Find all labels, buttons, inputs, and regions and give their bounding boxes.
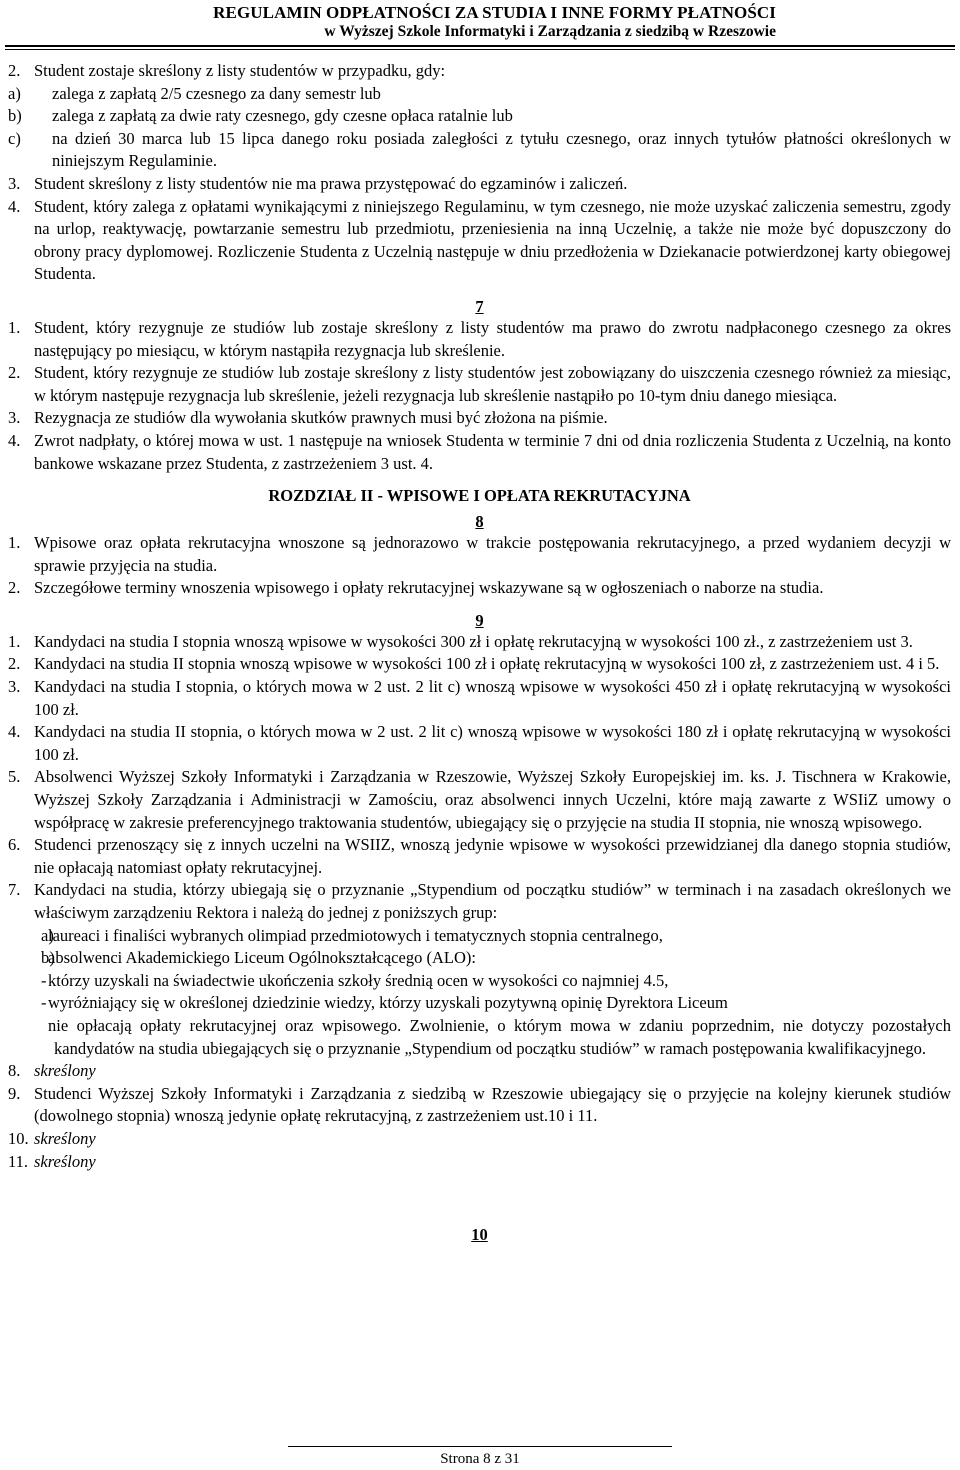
paragraph: 11. skreślony [8,1151,96,1171]
list-item: b) absolwenci Akademickiego Liceum Ogólnokształcącego (ALO): [8,948,476,968]
paragraph: 2. Szczegółowe terminy wnoszenia wpisowego i opłaty rekrutacyjnej wskazywane są w ogłoszeniach o naborze na studia. [8,578,824,598]
paragraph: 7. Kandydaci na studia, którzy ubiegają się o przyznanie „Stypendium od początku studiów” w terminach i na zasadach określonych we właściwym zarządzeniu Rektora i należą do jednej z poniższych grup: [8,880,951,922]
section-title: 8 [475,512,484,532]
paragraph: 3. Kandydaci na studia I stopnia, o których mowa w 2 ust. 2 lit c) wnoszą wpisowe w wysokości 450 zł i opłatę rekrutacyjną w wysokości 100 zł. [8,677,951,719]
list-item: a) zalega z zapłatą 2/5 czesnego za dany semestr lub [8,83,381,103]
paragraph: 4. Zwrot nadpłaty, o której mowa w ust. 1 następuje na wniosek Studenta w terminie 7 dni od dnia rozliczenia Studenta z Uczelnią, na konto bankowe wskazane przez Studenta, z zastrzeżeniem 3 ust. 4. [8,430,951,473]
paragraph: 4. Student, który zalega z opłatami wynikającymi z niniejszego Regulaminu, w tym czesnego, nie może uzyskać zaliczenia semestru, zgody na urlop, reaktywację, powtarzanie semestru lub przedmiotu, przeniesienia na inną Uczelnię, a także nie może być dopuszczony do obrony pracy dyplomowej. Rozliczenie Studenta z Uczelnią następuje w dniu przedłożenia w Dziekanacie potwierdzonej karty obiegowej Studenta. [8,196,951,284]
paragraph: 9. Studenci Wyższej Szkoły Informatyki i Zarządzania z siedzibą w Rzeszowie ubiegający się o przyjęcie na kolejny kierunek studiów (dowolnego stopnia) wnoszą jedynie opłatę rekrutacyjną, z zastrzeżeniem ust.10 i 11. [8,1083,951,1126]
paragraph: 2. Student zostaje skreślony z listy studentów w przypadku, gdy: [8,61,446,80]
page-number: Strona 8 z 31 [440,1451,520,1467]
list-item: a) laureaci i finaliści wybranych olimpiad przedmiotowych i tematycznych stopnia centralnego, [8,925,663,945]
paragraph-continuation: nie opłacają opłaty rekrutacyjnej oraz wpisowego. Zwolnienie, o którym mowa w zdaniu poprzednim, nie dotyczy pozostałych kandydatów na studia ubiegających się o przyznanie „Stypendium od początku studiów” w ramach postępowania kwalifikacyjnego. [48,1015,951,1058]
section-title: 10 [471,1225,488,1245]
header-title: REGULAMIN ODPŁATNOŚCI ZA STUDIA I INNE FORMY PŁATNOŚCI [213,3,776,22]
section-title: 9 [475,610,484,630]
header-rule [5,45,955,47]
paragraph: 10. skreślony [8,1128,96,1148]
paragraph: 1. Wpisowe oraz opłata rekrutacyjna wnoszone są jednorazowo w trakcie postępowania rekrutacyjnego, a przed wydaniem decyzji w sprawie przyjęcia na studia. [8,533,951,575]
chapter-title: ROZDZIAŁ II - WPISOWE I OPŁATA REKRUTACYJNA [268,486,691,506]
section-title: 7 [475,296,484,316]
paragraph: 3. Rezygnacja ze studiów dla wywołania skutków prawnych musi być złożona na piśmie. [8,408,608,428]
document-body [8,60,951,1245]
paragraph: 1. Kandydaci na studia I stopnia wnoszą wpisowe w wysokości 300 zł i opłatę rekrutacyjną w wysokości 100 zł., z zastrzeżeniem ust 3. [8,631,913,651]
paragraph: 8. skreślony [8,1061,96,1081]
list-item: c) na dzień 30 marca lub 15 lipca danego roku posiada zaległości z tytułu czesnego, oraz innych tytułów płatności określonych w niniejszym Regulaminie. [8,128,951,171]
paragraph: 1. Student, który rezygnuje ze studiów lub zostaje skreślony z listy studentów ma prawo do zwrotu nadpłaconego czesnego za okres następujący po miesiącu, w którym nastąpiła rezygnacja lub skreślenie. [8,317,951,360]
header-subtitle: w Wyższej Szkole Informatyki i Zarządzania z siedzibą w Rzeszowie [324,23,776,40]
paragraph: 2. Student, który rezygnuje ze studiów lub zostaje skreślony z listy studentów jest zobowiązany do uiszczenia czesnego również za miesiąc, w którym następuje rezygnacja lub skreślenie, jeżeli rezygnacja lub skreślenie nastąpiło po 10-tym dniu danego miesiąca. [8,363,951,405]
paragraph: 6. Studenci przenoszący się z innych uczelni na WSIIZ, wnoszą jedynie wpisowe w wysokości przewidzianej dla danego stopnia studiów, nie opłacają natomiast opłaty rekrutacyjnej. [8,835,951,877]
list-item: b) zalega z zapłatą za dwie raty czesnego, gdy czesne opłaca ratalnie lub [8,106,513,126]
footer-rule [288,1446,672,1447]
paragraph: 5. Absolwenci Wyższej Szkoły Informatyki i Zarządzania w Rzeszowie, Wyższej Szkoły Europejskiej im. ks. J. Tischnera w Krakowie, Wyższej Szkoły Zarządzania i Administracji w Zamościu, oraz absolwenci innych Uczelni, które mają zawarte z WSIiZ umowy o współpracę w zakresie preferencyjnego traktowania studentów, ubiegający się o przyjęcie na studia II stopnia, nie wnoszą wpisowego. [8,767,951,832]
list-item: - którzy uzyskali na świadectwie ukończenia szkoły średnią ocen w wysokości co najmniej 4.5, [8,970,669,990]
list-item: - wyróżniający się w określonej dziedzinie wiedzy, którzy uzyskali pozytywną opinię Dyrektora Liceum [8,993,728,1013]
header-rule-thin [5,49,955,50]
paragraph: 4. Kandydaci na studia II stopnia, o których mowa w 2 ust. 2 lit c) wnoszą wpisowe w wysokości 180 zł i opłatę rekrutacyjną w wysokości 100 zł. [8,722,951,764]
paragraph: 2. Kandydaci na studia II stopnia wnoszą wpisowe w wysokości 100 zł i opłatę rekrutacyjną w wysokości 100 zł, z zastrzeżeniem ust. 4 i 5. [8,654,940,674]
paragraph: 3. Student skreślony z listy studentów nie ma prawa przystępować do egzaminów i zaliczeń. [8,173,628,193]
